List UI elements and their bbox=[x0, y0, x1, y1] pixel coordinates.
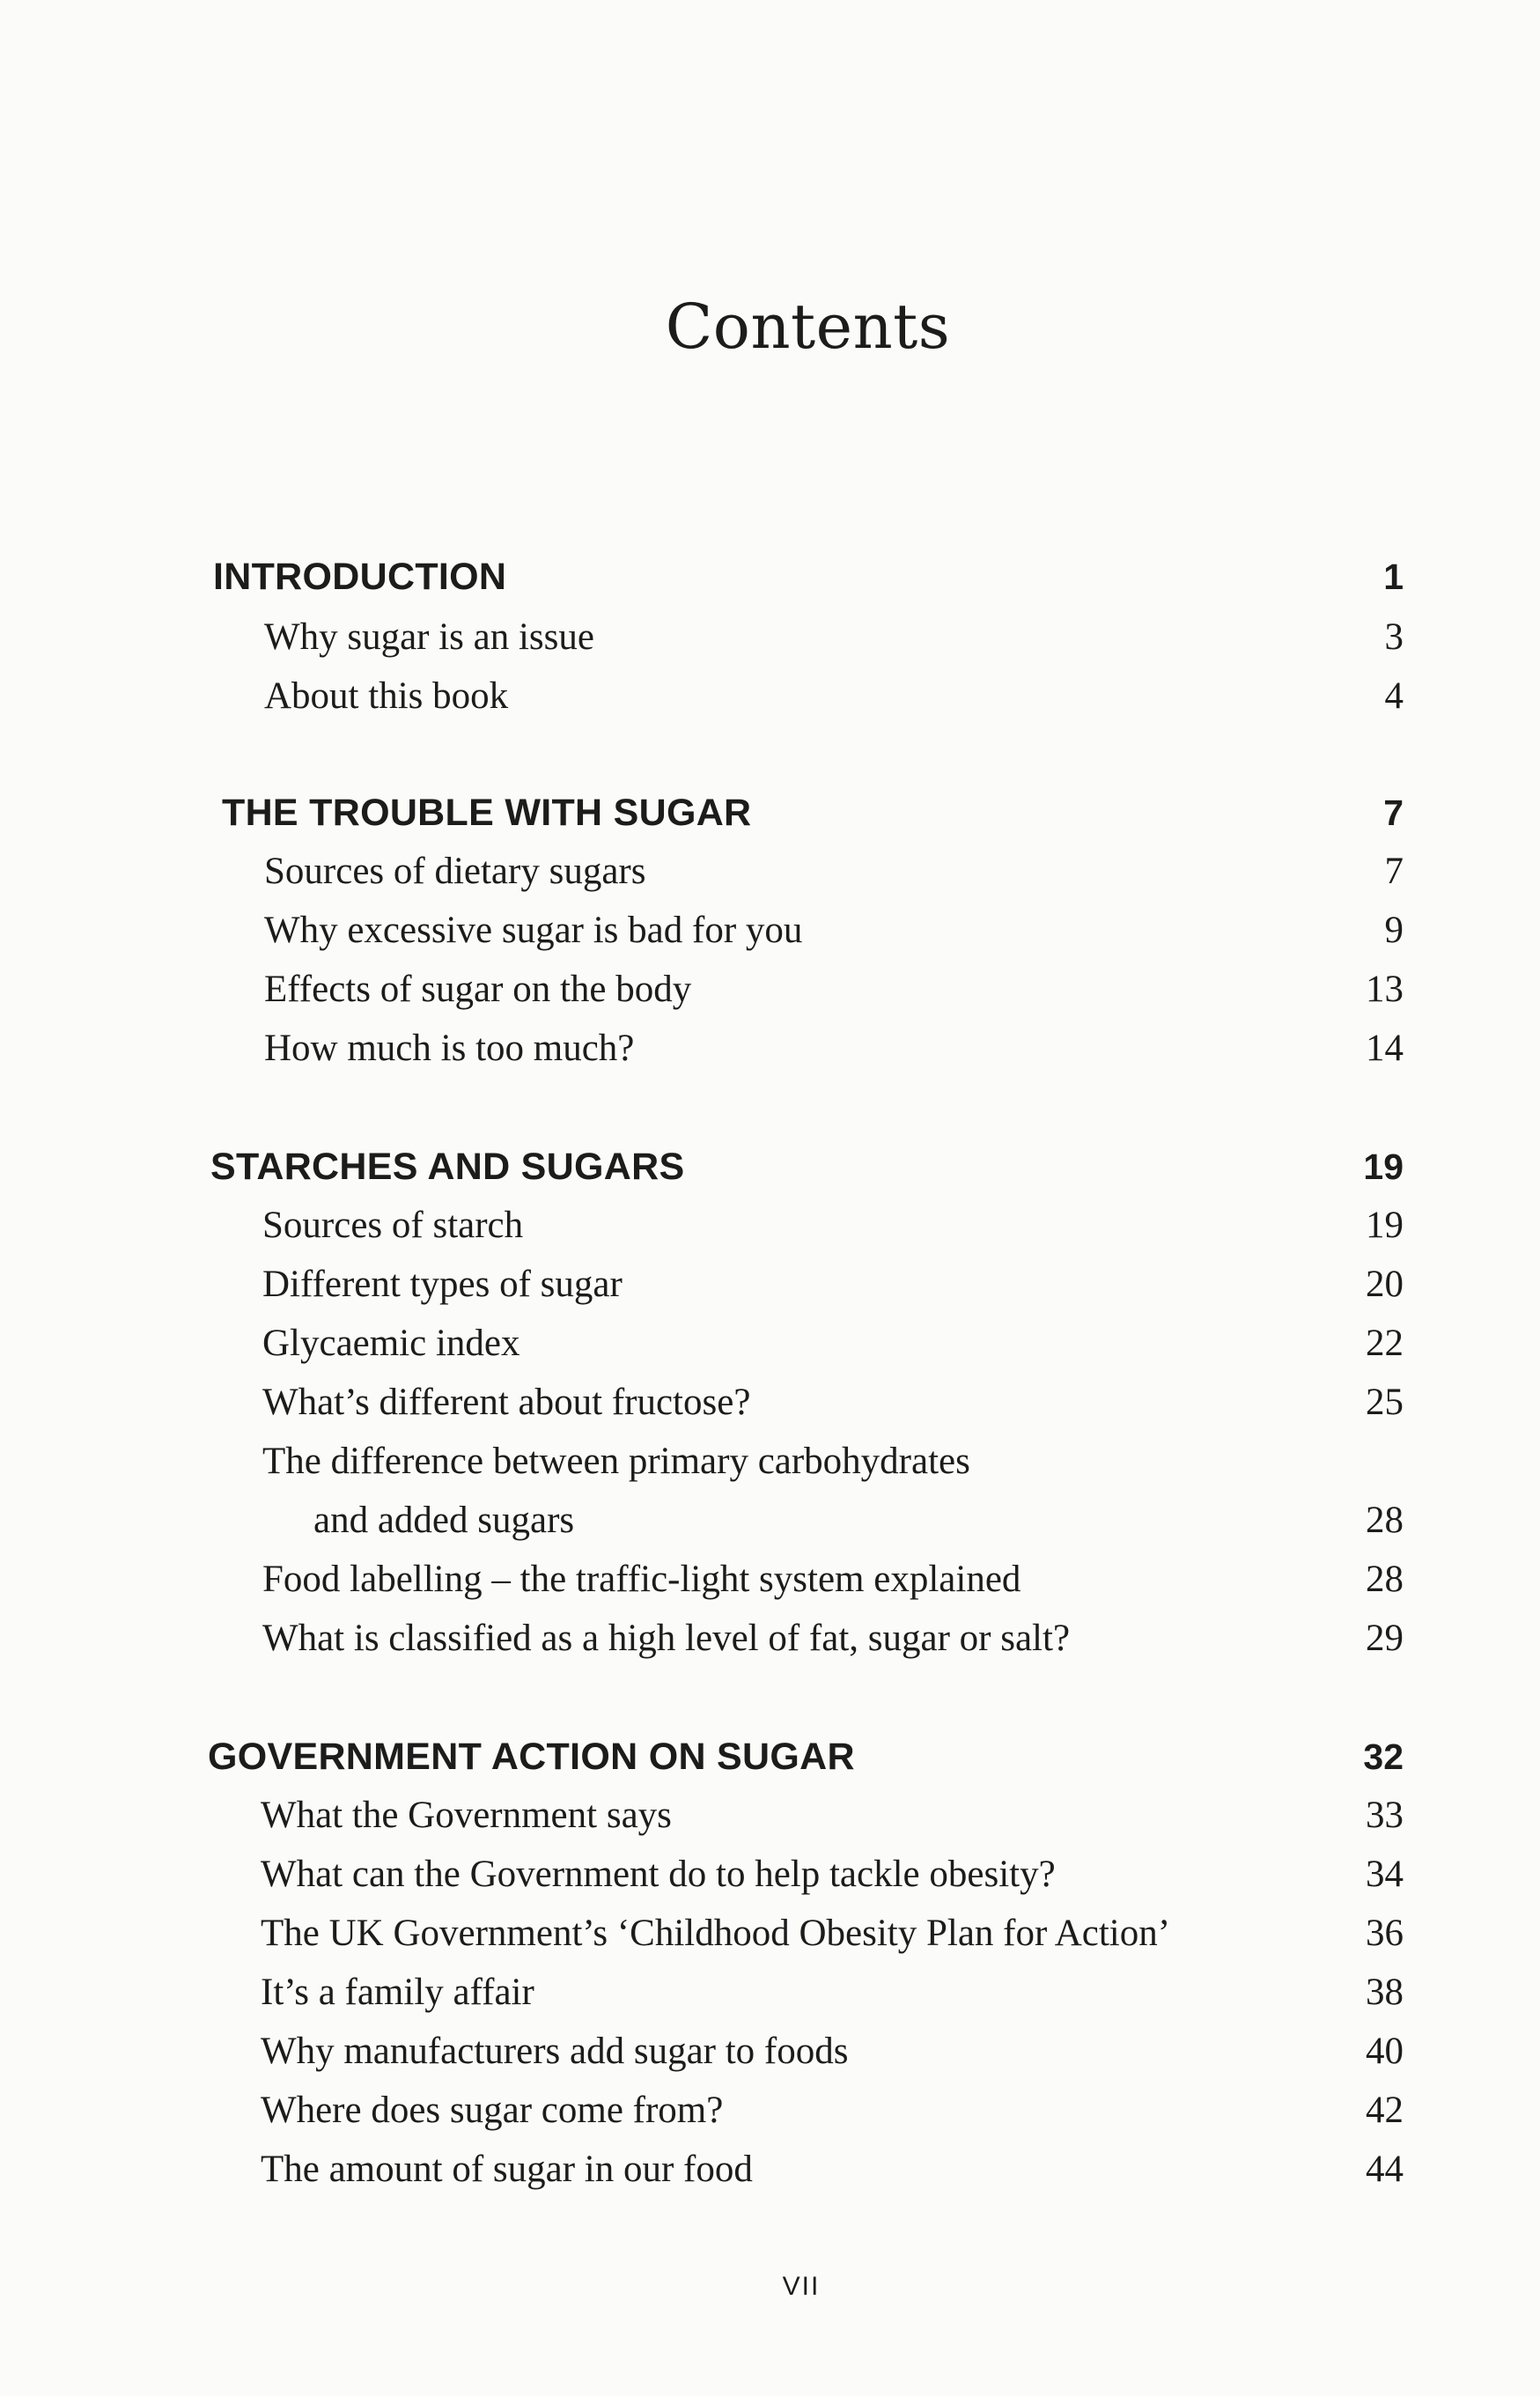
entry-page-number: 25 bbox=[1366, 1382, 1404, 1423]
toc-entry[interactable]: What is classified as a high level of fat, sugar or salt? bbox=[262, 1618, 1071, 1659]
section-page-number: 7 bbox=[1383, 793, 1404, 833]
toc-entry[interactable]: The amount of sugar in our food bbox=[261, 2149, 753, 2190]
toc-entry[interactable]: How much is too much? bbox=[264, 1028, 635, 1069]
entry-page-number: 13 bbox=[1366, 969, 1404, 1010]
entry-page-number: 40 bbox=[1366, 2031, 1404, 2072]
toc-entry[interactable]: The difference between primary carbohydrates bbox=[262, 1441, 970, 1482]
entry-page-number: 7 bbox=[1384, 851, 1404, 892]
toc-entry[interactable]: It’s a family affair bbox=[261, 1972, 534, 2013]
entry-page-number: 28 bbox=[1366, 1500, 1404, 1541]
entry-page-number: 4 bbox=[1384, 675, 1404, 717]
page-number-folio: VII bbox=[782, 2272, 821, 2301]
entry-page-number: 44 bbox=[1366, 2149, 1404, 2190]
toc-entry[interactable]: What’s different about fructose? bbox=[262, 1382, 751, 1423]
section-heading-starches-and-sugars[interactable]: STARCHES AND SUGARS bbox=[210, 1146, 685, 1188]
section-page-number: 19 bbox=[1363, 1146, 1404, 1187]
toc-entry[interactable]: What can the Government do to help tackle obesity? bbox=[261, 1854, 1056, 1895]
entry-page-number: 14 bbox=[1366, 1028, 1404, 1069]
entry-page-number: 19 bbox=[1366, 1205, 1404, 1246]
section-heading-trouble-with-sugar[interactable]: THE TROUBLE WITH SUGAR bbox=[222, 792, 752, 834]
entry-page-number: 33 bbox=[1366, 1795, 1404, 1836]
toc-entry[interactable]: The UK Government’s ‘Childhood Obesity Plan for Action’ bbox=[261, 1913, 1171, 1954]
entry-page-number: 9 bbox=[1384, 910, 1404, 951]
section-page-number: 1 bbox=[1383, 557, 1404, 597]
entry-page-number: 42 bbox=[1366, 2090, 1404, 2131]
section-heading-government-action[interactable]: GOVERNMENT ACTION ON SUGAR bbox=[208, 1736, 855, 1778]
entry-page-number: 38 bbox=[1366, 1972, 1404, 2013]
entry-page-number: 28 bbox=[1366, 1559, 1404, 1600]
toc-entry[interactable]: About this book bbox=[264, 675, 509, 717]
entry-page-number: 22 bbox=[1366, 1323, 1404, 1364]
toc-entry[interactable]: Why sugar is an issue bbox=[264, 616, 594, 658]
toc-entry[interactable]: Why manufacturers add sugar to foods bbox=[261, 2031, 849, 2072]
page-title: Contents bbox=[665, 291, 951, 363]
toc-entry[interactable]: Different types of sugar bbox=[262, 1264, 623, 1305]
toc-entry[interactable]: Why excessive sugar is bad for you bbox=[264, 910, 803, 951]
toc-entry[interactable]: Glycaemic index bbox=[262, 1323, 520, 1364]
entry-page-number: 34 bbox=[1366, 1854, 1404, 1895]
toc-entry[interactable]: Food labelling – the traffic-light system explained bbox=[262, 1559, 1021, 1600]
entry-page-number: 29 bbox=[1366, 1618, 1404, 1659]
toc-entry[interactable]: Sources of starch bbox=[262, 1205, 524, 1246]
toc-entry[interactable]: What the Government says bbox=[261, 1795, 672, 1836]
entry-page-number: 36 bbox=[1366, 1913, 1404, 1954]
entry-page-number: 20 bbox=[1366, 1264, 1404, 1305]
section-page-number: 32 bbox=[1363, 1736, 1404, 1777]
toc-entry[interactable]: Sources of dietary sugars bbox=[264, 851, 646, 892]
toc-entry[interactable]: Where does sugar come from? bbox=[261, 2090, 724, 2131]
toc-entry-continuation[interactable]: and added sugars bbox=[313, 1500, 575, 1541]
toc-entry[interactable]: Effects of sugar on the body bbox=[264, 969, 692, 1010]
section-heading-introduction[interactable]: INTRODUCTION bbox=[213, 556, 507, 598]
entry-page-number: 3 bbox=[1384, 616, 1404, 658]
